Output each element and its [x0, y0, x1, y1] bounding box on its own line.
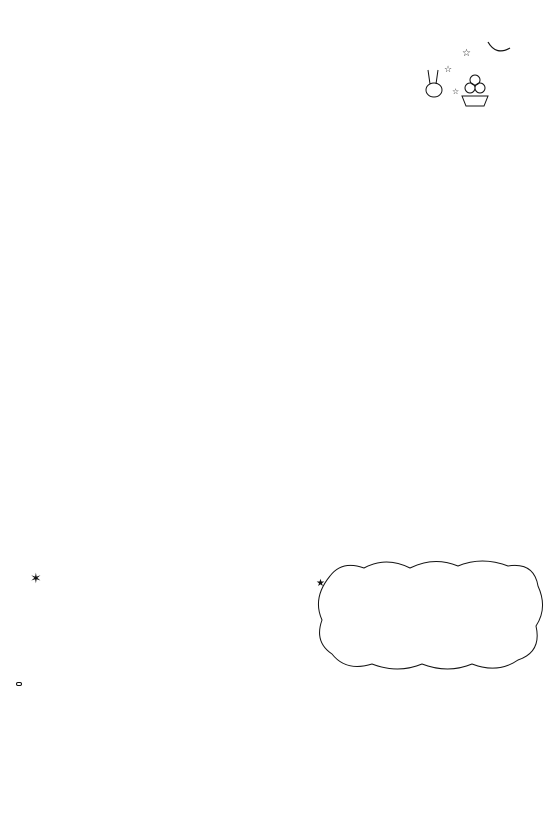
star-icon: ☆ — [452, 87, 460, 96]
again-label — [16, 682, 22, 686]
star-icon: ☆ — [444, 65, 453, 75]
sparkle-icon: ✶ — [30, 571, 42, 587]
trip-section — [30, 566, 42, 588]
cloud-frame — [312, 556, 548, 674]
right-note-line1 — [316, 578, 325, 589]
star-icon: ★ — [316, 578, 325, 589]
star-icon: ☆ — [462, 48, 471, 59]
